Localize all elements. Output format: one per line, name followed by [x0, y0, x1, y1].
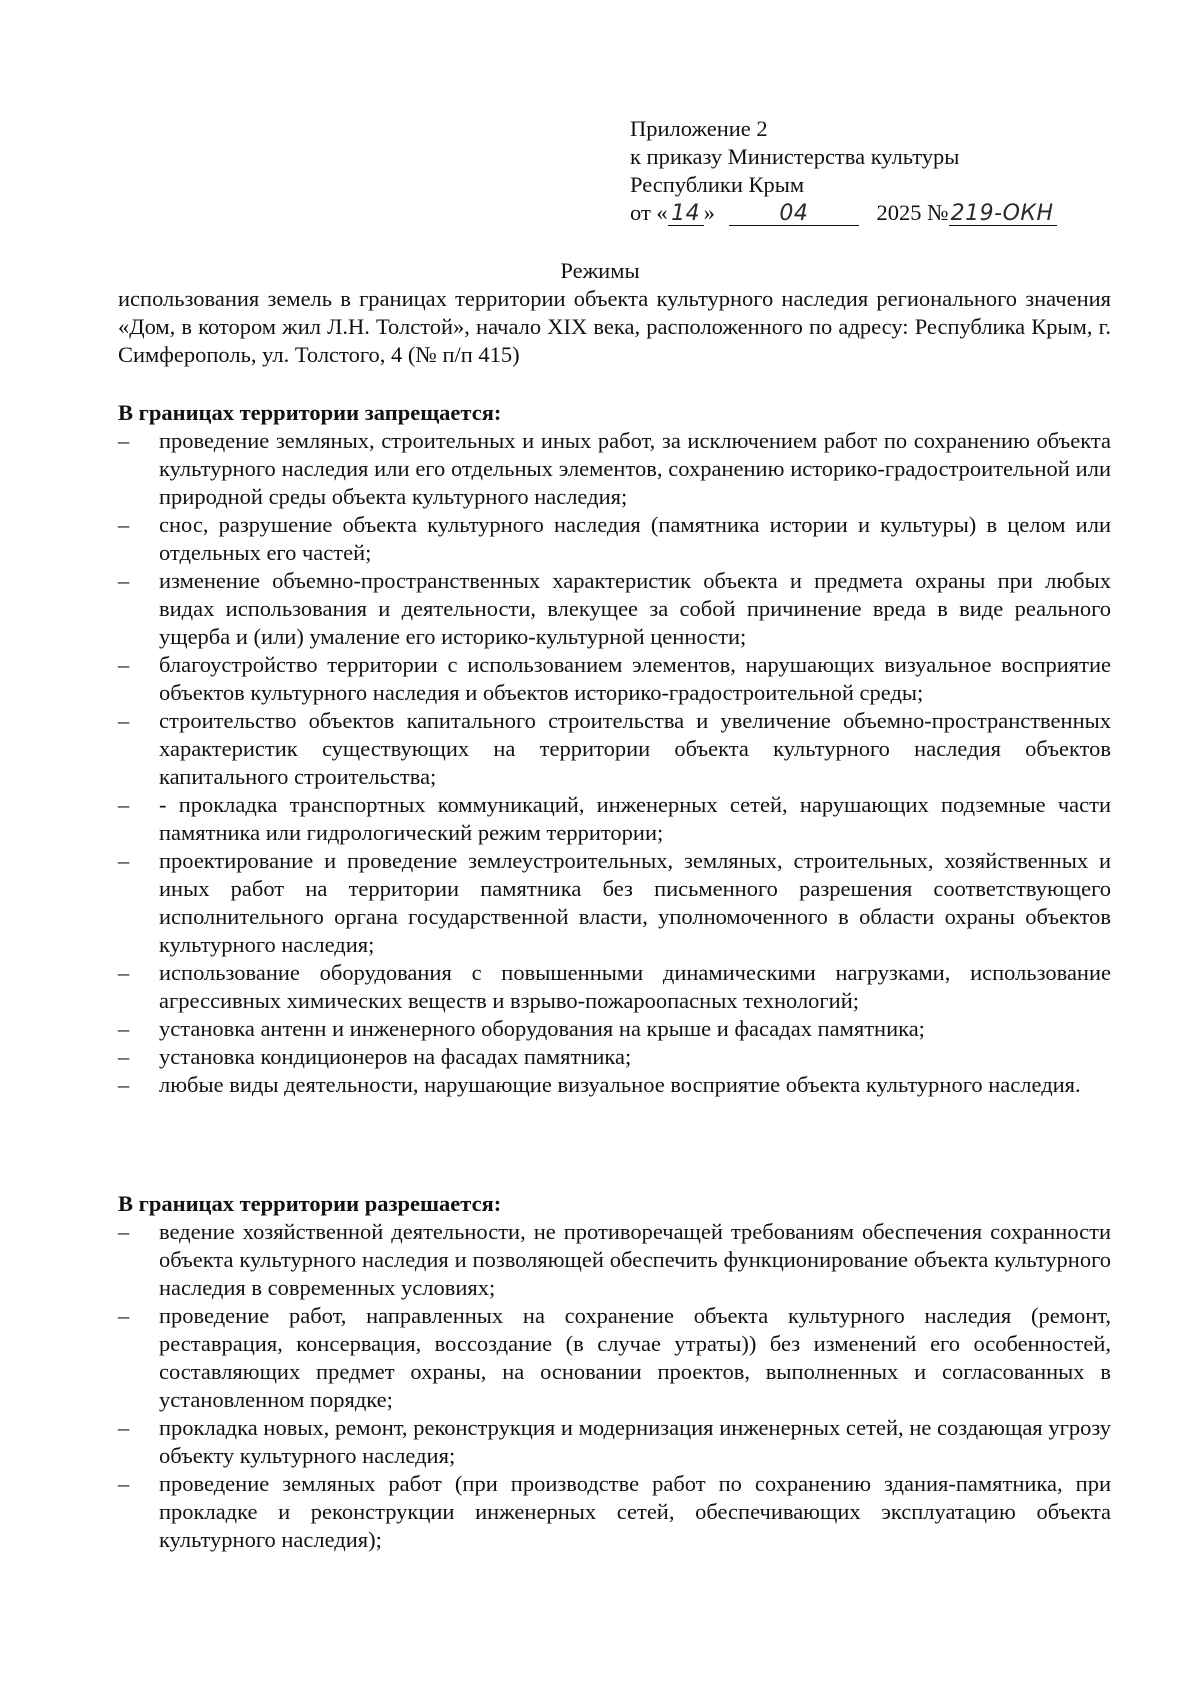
bullet-dash: –: [118, 428, 130, 453]
list-item-text: установка антенн и инженерного оборудования на крыше и фасадах памятника;: [159, 1016, 925, 1041]
prohibited-section: [118, 399, 1111, 1099]
order-date-line: [630, 199, 1090, 227]
permitted-section: [118, 1190, 1111, 1554]
list-item-text: проектирование и проведение землеустроительных, земляных, строительных, хозяйственных и иных работ на территории памятника без письменного разрешения соответствующего исполнительного органа государственной власти, уполномоченного в области охраны объектов культурного наследия;: [159, 848, 1111, 957]
list-item: [118, 1414, 1111, 1470]
order-number-handwritten: 219-ОКН: [949, 203, 1057, 226]
list-item: [118, 707, 1111, 791]
bullet-dash: –: [118, 708, 130, 733]
appendix-header: [630, 115, 1090, 227]
prohibited-list: [118, 427, 1111, 1099]
date-year-number-label: 2025 №: [876, 200, 949, 225]
list-item-text: снос, разрушение объекта культурного наследия (памятника истории и культуры) в целом или отдельных его частей;: [159, 512, 1111, 565]
appendix-republic: Республики Крым: [630, 172, 805, 197]
list-item: [118, 1015, 1111, 1043]
list-item: [118, 567, 1111, 651]
date-month-handwritten: 04: [729, 203, 859, 226]
list-item: [118, 791, 1111, 847]
appendix-number: Приложение 2: [630, 116, 768, 141]
list-item-text: благоустройство территории с использованием элементов, нарушающих визуальное восприятие объектов культурного наследия и объектов историко-градостроительной среды;: [159, 652, 1111, 705]
list-item: [118, 1218, 1111, 1302]
permitted-heading: В границах территории разрешается:: [118, 1191, 502, 1216]
list-item: [118, 511, 1111, 567]
list-item: [118, 427, 1111, 511]
list-item-text: проведение земляных работ (при производстве работ по сохранению здания-памятника, при прокладке и реконструкции инженерных сетей, обеспечивающих эксплуатацию объекта культурного наследия);: [159, 1471, 1111, 1552]
list-item-text: проведение работ, направленных на сохранение объекта культурного наследия (ремонт, реставрация, консервация, воссоздание (в случае утраты)) без изменений его особенностей, составляющих предмет охраны, на основании проектов, выполненных и согласованных в установленном порядке;: [159, 1303, 1111, 1412]
list-item: [118, 651, 1111, 707]
list-item: [118, 959, 1111, 1015]
bullet-dash: –: [118, 1219, 130, 1244]
bullet-dash: –: [118, 848, 130, 873]
list-item: [118, 1071, 1111, 1099]
date-prefix: от «: [630, 200, 668, 225]
bullet-dash: –: [118, 568, 130, 593]
list-item-text: любые виды деятельности, нарушающие визуальное восприятие объекта культурного наследия.: [159, 1072, 1081, 1097]
bullet-dash: –: [118, 1016, 130, 1041]
list-item-text: использование оборудования с повышенными динамическими нагрузками, использование агрессивных химических веществ и взрыво-пожароопасных технологий;: [159, 960, 1111, 1013]
date-day-handwritten: 14: [668, 203, 704, 226]
bullet-dash: –: [118, 960, 130, 985]
list-item-text: изменение объемно-пространственных характеристик объекта и предмета охраны при любых видах использования и деятельности, влекущее за собой причинение вреда в виде реального ущерба и (или) умаление его историко-культурной ценности;: [159, 568, 1111, 649]
bullet-dash: –: [118, 1072, 130, 1097]
list-item-text: проведение земляных, строительных и иных работ, за исключением работ по сохранению объекта культурного наследия или его отдельных элементов, сохранению историко-градостроительной или природной среды объекта культурного наследия;: [159, 428, 1111, 509]
bullet-dash: –: [118, 792, 130, 817]
document-title: Режимы: [560, 258, 640, 283]
bullet-dash: –: [118, 1303, 130, 1328]
appendix-order-ref: к приказу Министерства культуры: [630, 144, 960, 169]
bullet-dash: –: [118, 1415, 130, 1440]
list-item: [118, 1302, 1111, 1414]
bullet-dash: –: [118, 652, 130, 677]
prohibited-heading: В границах территории запрещается:: [118, 400, 502, 425]
bullet-dash: –: [118, 1471, 130, 1496]
date-close-quote: »: [703, 200, 715, 225]
permitted-list: [118, 1218, 1111, 1554]
list-item: [118, 1043, 1111, 1071]
list-item-text: строительство объектов капитального строительства и увеличение объемно-пространственных характеристик существующих на территории объекта культурного наследия объектов капитального строительства;: [159, 708, 1111, 789]
document-subtitle: использования земель в границах территории объекта культурного наследия регионального значения «Дом, в котором жил Л.Н. Толстой», начало XIX века, расположенного по адресу: Республика Крым, г. Симферополь, ул. Толстого, 4 (№ п/п 415): [118, 286, 1111, 367]
list-item: [118, 847, 1111, 959]
bullet-dash: –: [118, 512, 130, 537]
bullet-dash: –: [118, 1044, 130, 1069]
list-item-text: - прокладка транспортных коммуникаций, инженерных сетей, нарушающих подземные части памятника или гидрологический режим территории;: [159, 792, 1111, 845]
list-item-text: установка кондиционеров на фасадах памятника;: [159, 1044, 632, 1069]
list-item-text: прокладка новых, ремонт, реконструкция и модернизация инженерных сетей, не создающая угрозу объекту культурного наследия;: [159, 1415, 1111, 1468]
list-item-text: ведение хозяйственной деятельности, не противоречащей требованиям обеспечения сохранности объекта культурного наследия и позволяющей обеспечить функционирование объекта культурного наследия в современных условиях;: [159, 1219, 1111, 1300]
list-item: [118, 1470, 1111, 1554]
